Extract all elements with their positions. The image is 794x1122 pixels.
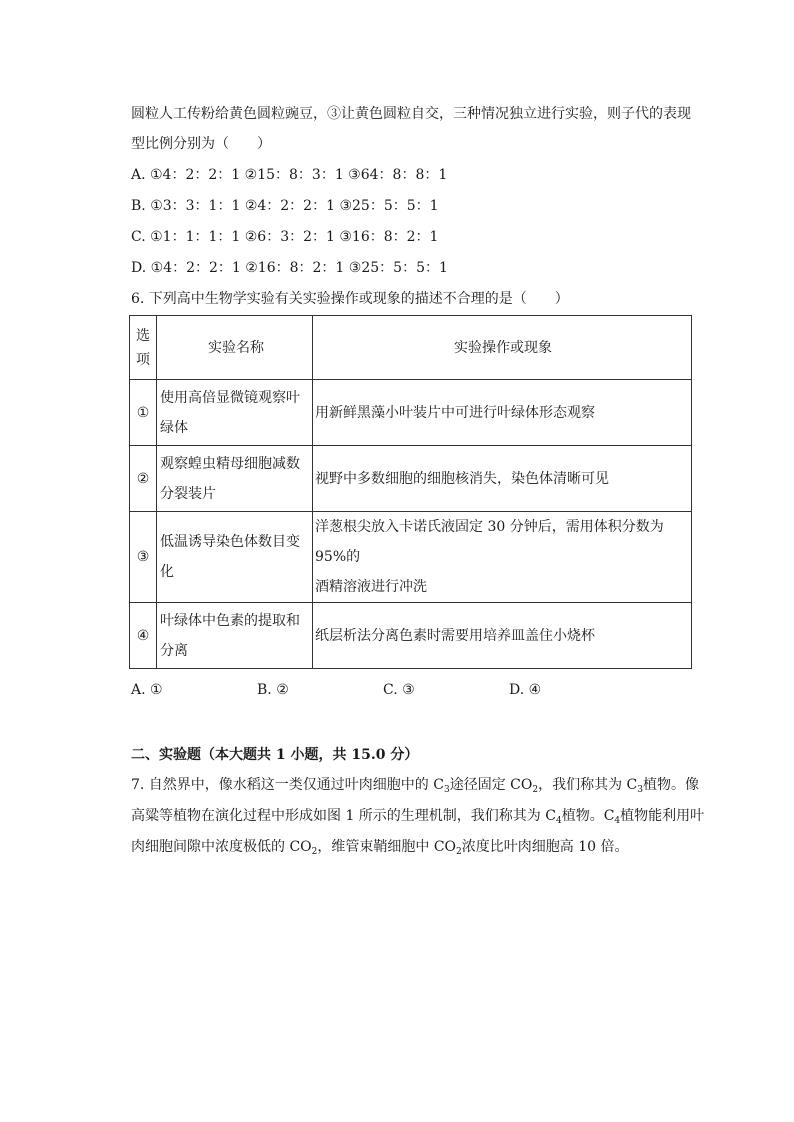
row-operation: 用新鲜黑藻小叶装片中可进行叶绿体形态观察 xyxy=(313,380,692,446)
q7-text: ，我们称其为 C xyxy=(538,777,638,793)
q7-text: 浓度比叶肉细胞高 10 倍。 xyxy=(461,839,629,855)
q7-text: 肉细胞间隙中浓度极低的 CO xyxy=(131,839,312,855)
q7-subscript: 2 xyxy=(456,847,462,857)
row-id: ① xyxy=(130,380,157,446)
q7-line1 xyxy=(131,775,699,795)
table-row xyxy=(130,512,692,603)
q7-subscript: 4 xyxy=(555,816,562,826)
row-name xyxy=(157,603,313,669)
header-option-top: 选 xyxy=(136,327,150,344)
q5-option-a: A. ①4：2：2：1 ②15：8：3：1 ③64：8：8：1 xyxy=(131,167,448,183)
row-name-line2: 分裂装片 xyxy=(160,485,216,502)
header-option-bottom: 项 xyxy=(136,351,150,368)
row-name-line1: 使用高倍显微镜观察叶 xyxy=(160,389,300,406)
q6-choice-a: A. ① xyxy=(131,682,163,698)
row-name-line2: 分离 xyxy=(160,642,188,659)
row-name-line2: 化 xyxy=(160,564,174,580)
q7-text: 植物能利用叶 xyxy=(620,808,705,824)
q7-subscript: 3 xyxy=(443,785,450,795)
row-name-line2: 绿体 xyxy=(160,419,188,436)
row-operation-line2: 酒精溶液进行冲洗 xyxy=(315,579,427,595)
header-operation: 实验操作或现象 xyxy=(313,316,692,380)
row-name xyxy=(157,446,313,512)
q7-text: 植物。C xyxy=(561,808,615,824)
row-operation-line1: 洋葱根尖放入卡诺氏液固定 30 分钟后，需用体积分数为 95%的 xyxy=(315,519,664,565)
q5-intro-line1: 圆粒人工传粉给黄色圆粒豌豆，③让黄色圆粒自交，三种情况独立进行实验，则子代的表现 xyxy=(131,106,691,122)
row-operation: 纸层析法分离色素时需要用培养皿盖住小烧杯 xyxy=(313,603,692,669)
header-option-cell xyxy=(130,316,157,380)
row-id: ④ xyxy=(130,603,157,669)
q7-text: 7. 自然界中，像水稻这一类仅通过叶肉细胞中的 C xyxy=(131,777,444,793)
q7-text: 途径固定 CO xyxy=(449,777,533,793)
row-id: ③ xyxy=(130,512,157,603)
q7-line3 xyxy=(131,837,628,857)
row-name-line1: 低温诱导染色体数目变 xyxy=(160,534,300,550)
row-name xyxy=(157,512,313,603)
table-row xyxy=(130,603,692,669)
q7-text: 高粱等植物在演化过程中形成如图 1 所示的生理机制，我们称其为 C xyxy=(131,808,556,824)
q5-intro-line2: 型比例分别为（ ） xyxy=(131,136,271,152)
row-name-line1: 叶绿体中色素的提取和 xyxy=(160,612,300,629)
row-operation xyxy=(313,512,692,603)
q7-text: 植物。像 xyxy=(642,777,699,793)
q7-subscript: 4 xyxy=(614,816,621,826)
q7-subscript: 3 xyxy=(637,785,643,795)
q5-option-b: B. ①3：3：1：1 ②4：2：2：1 ③25：5：5：1 xyxy=(131,198,439,214)
row-operation: 视野中多数细胞的细胞核消失，染色体清晰可见 xyxy=(313,446,692,512)
row-name-line1: 观察蝗虫精母细胞减数 xyxy=(160,455,300,472)
experiment-table xyxy=(129,315,692,669)
q7-subscript: 2 xyxy=(311,847,318,857)
q6-choice-b: B. ② xyxy=(257,682,289,698)
q5-option-c: C. ①1：1：1：1 ②6：3：2：1 ③16：8：2：1 xyxy=(131,229,439,245)
table-row xyxy=(130,446,692,512)
table-header-row xyxy=(130,316,692,380)
q7-subscript: 2 xyxy=(532,785,539,795)
row-name xyxy=(157,380,313,446)
row-id: ② xyxy=(130,446,157,512)
q6-stem: 6. 下列高中生物学实验有关实验操作或现象的描述不合理的是（ ） xyxy=(131,291,569,307)
table-row xyxy=(130,380,692,446)
q7-text: ，维管束鞘细胞中 CO xyxy=(317,839,457,855)
q6-choice-c: C. ③ xyxy=(383,682,415,698)
section-title: 二、实验题（本大题共 1 小题，共 15.0 分） xyxy=(131,747,419,763)
q6-choice-d: D. ④ xyxy=(509,682,542,698)
q5-option-d: D. ①4：2：2：1 ②16：8：2：1 ③25：5：5：1 xyxy=(131,260,448,276)
q7-line2 xyxy=(131,806,704,826)
header-experiment-name: 实验名称 xyxy=(157,316,313,380)
